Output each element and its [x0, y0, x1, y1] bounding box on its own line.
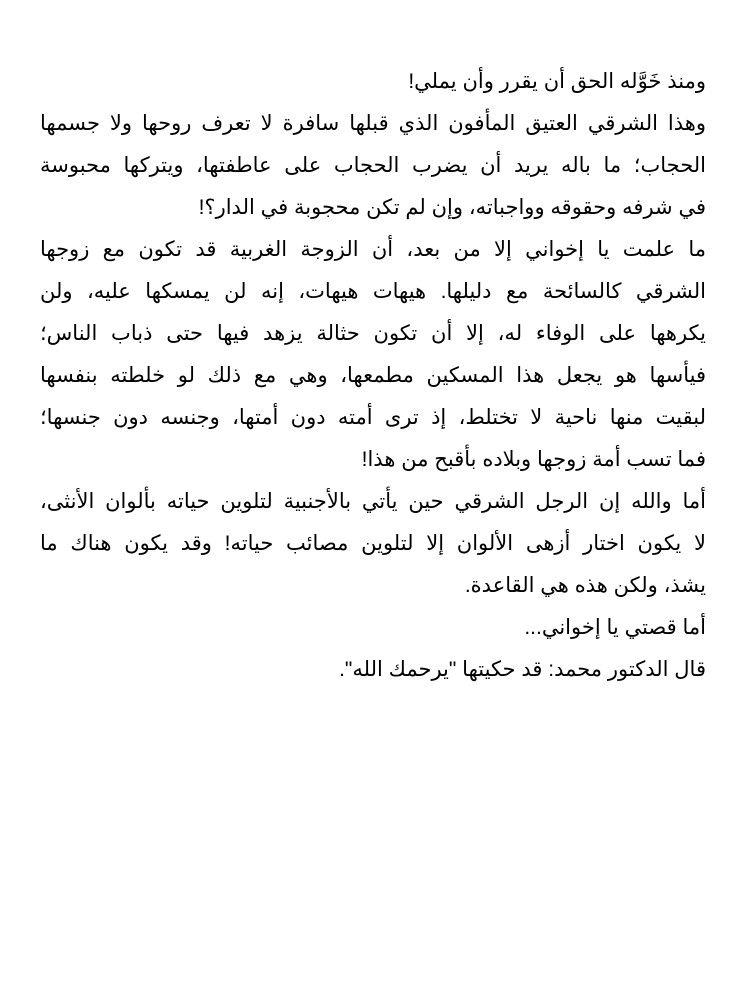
text-line: لا يكون اختار أزهى الألوان إلا لتلوين مصائب حياته! وقد يكون هناك ما — [40, 532, 706, 555]
text-line: يشذ، ولكن هذه هي القاعدة. — [464, 574, 706, 597]
text-line: قال الدكتور محمد: قد حكيتها "يرحمك الله". — [339, 658, 706, 681]
text-line: وهذا الشرقي العتيق المأفون الذي قبلها سافرة لا تعرف روحها ولا جسمها — [40, 112, 706, 135]
text-line: ما علمت يا إخواني إلا من بعد، أن الزوجة الغربية قد تكون مع زوجها — [40, 238, 706, 261]
text-line: يكرهها على الوفاء له، إلا أن تكون حثالة يزهد فيها حتى ذباب الناس؛ — [40, 322, 706, 345]
text-line: لبقيت منها ناحية لا تختلط، إذ ترى أمته دون أمتها، وجنسه دون جنسها؛ — [40, 406, 706, 429]
text-line: في شرفه وحقوقه وواجباته، وإن لم تكن محجوبة في الدار؟! — [198, 196, 706, 219]
text-line: الشرقي كالسائحة مع دليلها. هيهات هيهات، إنه لن يمسكها عليه، ولن — [40, 280, 706, 303]
text-line: ومنذ خَوَّله الحق أن يقرر وأن يملي! — [408, 70, 706, 93]
text-line: أما والله إن الرجل الشرقي حين يأتي بالأجنبية لتلوين حياته بألوان الأنثى، — [40, 490, 706, 513]
text-line: الحجاب؛ ما باله يريد أن يضرب الحجاب على عاطفتها، ويتركها محبوسة — [40, 154, 706, 177]
body-text — [40, 62, 706, 692]
text-line: أما قصتي يا إخواني... — [524, 616, 706, 639]
text-line: فما تسب أمة زوجها وبلاده بأقبح من هذا! — [361, 448, 706, 471]
text-line: فيأسها هو يجعل هذا المسكين مطمعها، وهي مع ذلك لو خلطته بنفسها — [40, 364, 706, 387]
